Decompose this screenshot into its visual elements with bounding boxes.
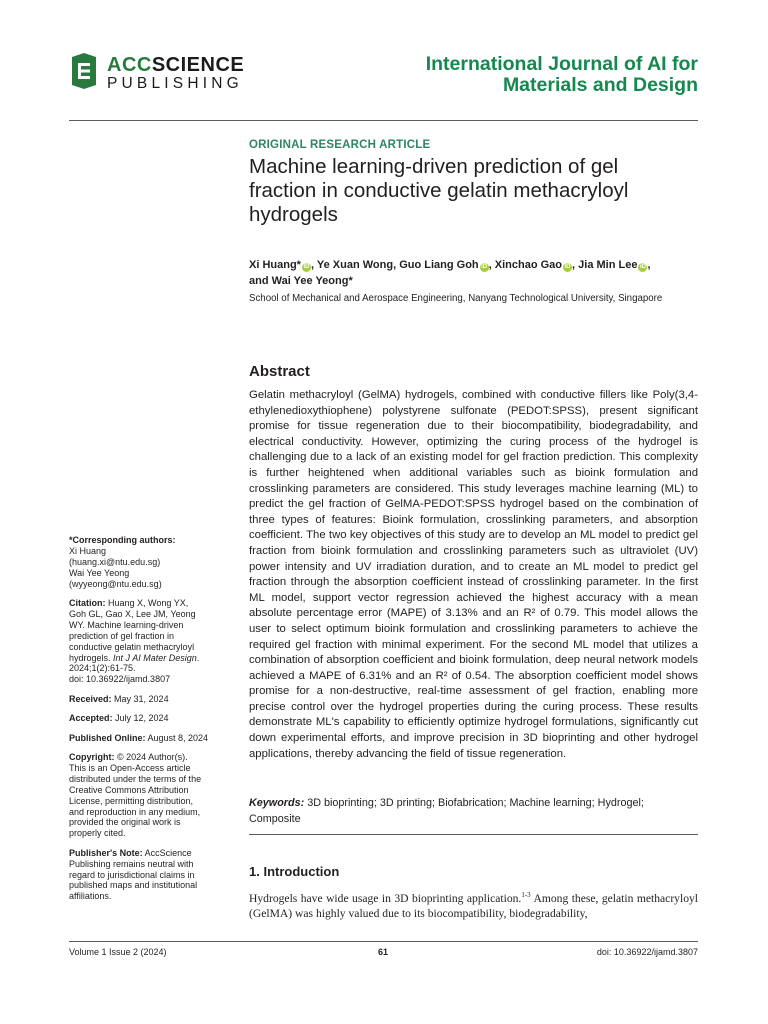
publisher-logo — [69, 50, 245, 96]
citation-label: Citation: — [69, 598, 106, 609]
corresponding-authors — [69, 535, 229, 590]
article-info-sidebar — [69, 535, 229, 911]
publisher-subname: PUBLISHING — [107, 75, 243, 92]
citation-text: Huang X, Wong YX, — [105, 598, 189, 609]
note-text: published maps and institutional — [69, 880, 198, 891]
journal-title — [426, 54, 698, 96]
footer-divider — [69, 941, 698, 942]
author-name: and Wai Yee Yeong* — [249, 274, 353, 287]
citation-text: conductive gelatin methacryloyl — [69, 641, 195, 652]
note-text: Publishing remains neutral with — [69, 858, 194, 869]
accepted-date: Accepted: July 12, 2024 — [69, 713, 169, 724]
page-number: 61 — [378, 947, 389, 957]
header-divider — [69, 120, 698, 121]
article-title: Machine learning-driven prediction of gel fraction in conductive gelatin methacryloyl hydrogels — [249, 155, 629, 226]
section-heading-introduction: 1. Introduction — [249, 864, 340, 879]
footer-doi-link[interactable]: doi: 10.36922/ijamd.3807 — [596, 947, 698, 957]
abstract-divider — [249, 834, 698, 835]
corr-email-link[interactable]: (huang.xi@ntu.edu.sg) — [69, 556, 161, 567]
orcid-icon[interactable]: iD — [303, 264, 310, 270]
copyright-text: License, permitting distribution, — [69, 795, 194, 806]
copyright-text: This is an Open-Access article — [69, 762, 191, 773]
footer-volume: Volume 1 Issue 2 (2024) — [69, 947, 167, 957]
author-name: Guo Liang Goh — [399, 259, 479, 271]
publishers-note: Publisher's Note: AccScience Publishing remains neutral with regard to jurisdictional claims in published maps and institutional affiliations. — [69, 848, 229, 903]
affiliation: School of Mechanical and Aerospace Engineering, Nanyang Technological University, Singapore — [249, 293, 663, 304]
copyright-text: distributed under the terms of the — [69, 773, 202, 784]
keywords-list: 3D bioprinting; 3D printing; Biofabrication; Machine learning; Hydrogel; Composite — [249, 797, 644, 825]
citation-text: Goh GL, Gao X, Lee JM, Yeong — [69, 608, 196, 619]
copyright-text: and reproduction in any medium, — [69, 806, 201, 817]
accscience-logo-icon — [69, 52, 99, 90]
citation-text: 2024;1(2):61-75. — [69, 663, 136, 674]
published-date: Published Online: August 8, 2024 — [69, 732, 209, 743]
note-text: regard to jurisdictional claims in — [69, 869, 195, 880]
author-separator: , — [572, 259, 579, 271]
orcid-icon[interactable]: iD — [564, 264, 571, 270]
received-date: Received: May 31, 2024 — [69, 693, 169, 704]
author-separator: , — [647, 259, 651, 271]
citation-text: prediction of gel fraction in — [69, 630, 175, 641]
corresponding-heading: *Corresponding authors: — [69, 535, 176, 545]
author-separator: , — [488, 259, 495, 271]
citation-text: hydrogels. — [69, 652, 114, 663]
author-separator: , — [393, 259, 400, 271]
journal-title-line2: Materials and Design — [502, 74, 698, 96]
abstract-body: Gelatin methacryloyl (GelMA) hydrogels, combined with conductive fillers like Poly(3,4-ethylenedioxythiophene) polystyrene sulfonate (PEDOT:SPSS), present significant promise for tissue regeneration due to their biocompatibility, biodegradability, and electrical conductivity. However, optimizing the curing process of the hydrogel is challenging due to a lack of an existing model for gel fraction prediction. This complexity is further heightened when additional variables such as bioink formulation and crosslinking parameters are considered. This study leverages machine learning (ML) to predict the gel fraction of GelMA-PEDOT:SPSS hydrogel based on the combination of three types of features: Bioink formulation, crosslinking parameters, and absorption coefficient. The two key objectives of this study are to develop an ML model to predict gel fraction from bioink formulation and crosslinking parameters such as ultraviolet (UV) power intensity and UV irradiation duration, and to create an ML model to predict gel fraction through the absorption coefficient instead of crosslinking parameter. In the first ML model, support vector regression achieved the highest accuracy with a mean absolute percentage error (MAPE) of 3.13% and an R² of 0.79. This model allows the user to select optimum bioink formulation and crosslinking parameters to achieve the required gel fraction with minimal experiment. For the second ML model that utilizes a combination of absorption coefficient and bioink formulation, deep neural network models achieved a MAPE of 6.31% and an R² of 0.54. The absorption coefficient model shows promise for a non-destructive, real-time assessment of gel fraction, enabling more precise control over the hydrogel properties during the curing process. These results demonstrate ML's capability to efficiently optimize hydrogel formulations, significantly cut down experimental efforts, and improve precision in 3D bioprinting and other hydrogel applications, thereby advancing the field of tissue regeneration. — [249, 389, 698, 760]
author-name: Jia Min Lee — [578, 259, 638, 271]
citation: Citation: Huang X, Wong YX, Goh GL, Gao X, Lee JM, Yeong WY. Machine learning-driven prediction of gel fraction in conductive gelatin methacryloyl hydrogels. Int J AI Mater Design. 2024;1(2):61-75. doi: 10.36922/ijamd.3807 — [69, 598, 229, 685]
publisher-name: ACCSCIENCE — [107, 54, 245, 76]
journal-title-line1: International Journal of AI for — [425, 53, 698, 75]
citation-reference-link[interactable]: 1-3 — [521, 891, 531, 899]
citation-journal: Int J AI Mater Design — [113, 652, 197, 663]
abstract-heading: Abstract — [249, 363, 310, 380]
copyright-text: properly cited. — [69, 828, 126, 839]
orcid-icon[interactable]: iD — [481, 264, 488, 270]
article-type: ORIGINAL RESEARCH ARTICLE — [249, 139, 431, 151]
citation-text: WY. Machine learning-driven — [69, 619, 184, 630]
author-name: Xinchao Gao — [494, 259, 563, 271]
author-list — [249, 258, 699, 289]
corr-email-link[interactable]: (wyyeong@ntu.edu.sg) — [69, 578, 162, 589]
citation-doi-link[interactable]: doi: 10.36922/ijamd.3807 — [69, 674, 171, 685]
author-separator: , — [310, 259, 317, 271]
author-name: Ye Xuan Wong — [316, 259, 394, 271]
corr-line: Wai Yee Yeong — [69, 567, 130, 578]
introduction-text: Hydrogels have wide usage in 3D bioprinting application.$^{1-3}$ Among these, gelatin methacryloyl (GelMA) was highly valued due to its biocompatibility, biodegradability, — [249, 891, 699, 921]
author-name: Xi Huang* — [249, 259, 301, 271]
corr-line: Xi Huang — [69, 545, 107, 556]
copyright-text: Creative Commons Attribution — [69, 784, 189, 795]
keywords — [249, 795, 698, 827]
copyright-text: provided the original work is — [69, 817, 181, 828]
keywords-label: Keywords: — [249, 797, 305, 809]
copyright: Copyright: © 2024 Author(s). This is an Open-Access article distributed under the terms of the Creative Commons Attribution License, permitting distribution, and reproduction in any medium, provided the original work is properly cited. — [69, 752, 229, 839]
orcid-icon[interactable]: iD — [639, 264, 646, 270]
note-text: affiliations. — [69, 891, 112, 902]
